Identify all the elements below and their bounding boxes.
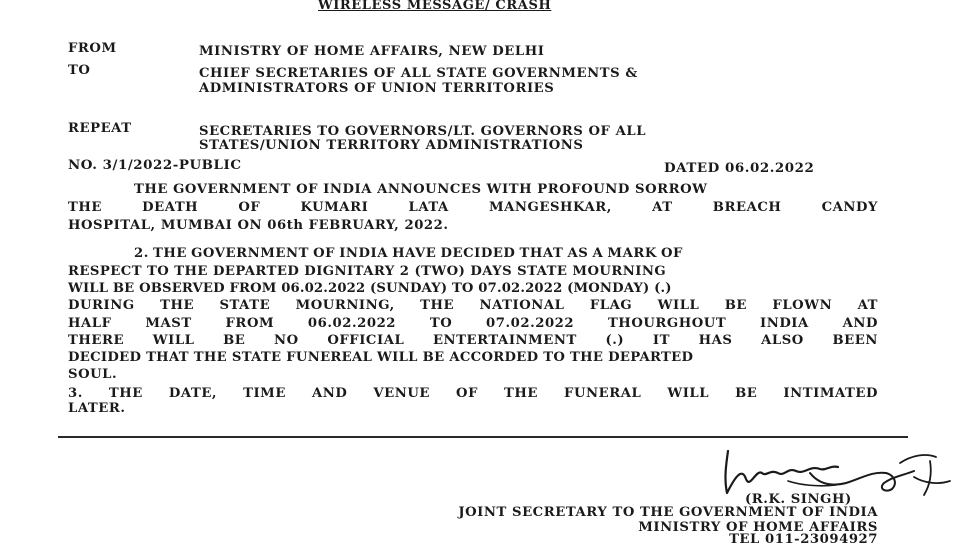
signatory-ministry: MINISTRY OF HOME AFFAIRS (638, 520, 878, 535)
reference-number: NO. 3/1/2022-PUBLIC (68, 157, 242, 173)
document-date: DATED 06.02.2022 (664, 160, 815, 176)
from-label: FROM (68, 41, 117, 56)
repeat-line-2: STATES/UNION TERRITORY ADMINISTRATIONS (199, 138, 584, 153)
repeat-label: REPEAT (68, 121, 132, 136)
para2-line-2: RESPECT TO THE DEPARTED DIGNITARY 2 (TWO) DAYS STATE MOURNING (68, 264, 667, 279)
to-label: TO (68, 63, 91, 78)
signatory-name: (R.K. SINGH) (745, 492, 852, 507)
para2-line-4: DURING THE STATE MOURNING, THE NATIONAL FLAG WILL BE FLOWN AT (68, 298, 878, 313)
to-line-2: ADMINISTRATORS OF UNION TERRITORIES (199, 81, 555, 96)
para2-line-6: THERE WILL BE NO OFFICIAL ENTERTAINMENT (.) IT HAS ALSO BEEN (68, 333, 878, 348)
to-line-1: CHIEF SECRETARIES OF ALL STATE GOVERNMENTS & (199, 66, 638, 81)
para1-line-2: THE DEATH OF KUMARI LATA MANGESHKAR, AT BREACH CANDY (68, 200, 878, 215)
para2-line-5: HALF MAST FROM 06.02.2022 TO 07.02.2022 THOURGHOUT INDIA AND (68, 316, 878, 331)
para1-line-1: THE GOVERNMENT OF INDIA ANNOUNCES WITH PROFOUND SORROW (134, 182, 708, 197)
para2-line-3: WILL BE OBSERVED FROM 06.02.2022 (SUNDAY) TO 07.02.2022 (MONDAY) (.) (68, 281, 672, 296)
para2-line-8: SOUL. (68, 367, 118, 382)
divider-line (58, 436, 908, 438)
para2-line-7: DECIDED THAT THE STATE FUNEREAL WILL BE ACCORDED TO THE DEPARTED (68, 350, 694, 365)
signatory-telephone: TEL 011-23094927 (729, 532, 878, 547)
document-title: WIRELESS MESSAGE/ CRASH (318, 0, 552, 13)
para3-line-2: LATER. (68, 401, 126, 416)
repeat-line-1: SECRETARIES TO GOVERNORS/LT. GOVERNORS OF ALL (199, 124, 647, 139)
from-value: MINISTRY OF HOME AFFAIRS, NEW DELHI (199, 44, 545, 59)
signatory-designation: JOINT SECRETARY TO THE GOVERNMENT OF INDIA (458, 505, 878, 520)
para1-line-3: HOSPITAL, MUMBAI ON 06th FEBRUARY, 2022. (68, 218, 449, 233)
para2-line-1: 2. THE GOVERNMENT OF INDIA HAVE DECIDED THAT AS A MARK OF (134, 246, 683, 261)
para3-line-1: 3. THE DATE, TIME AND VENUE OF THE FUNERAL WILL BE INTIMATED (68, 386, 878, 401)
